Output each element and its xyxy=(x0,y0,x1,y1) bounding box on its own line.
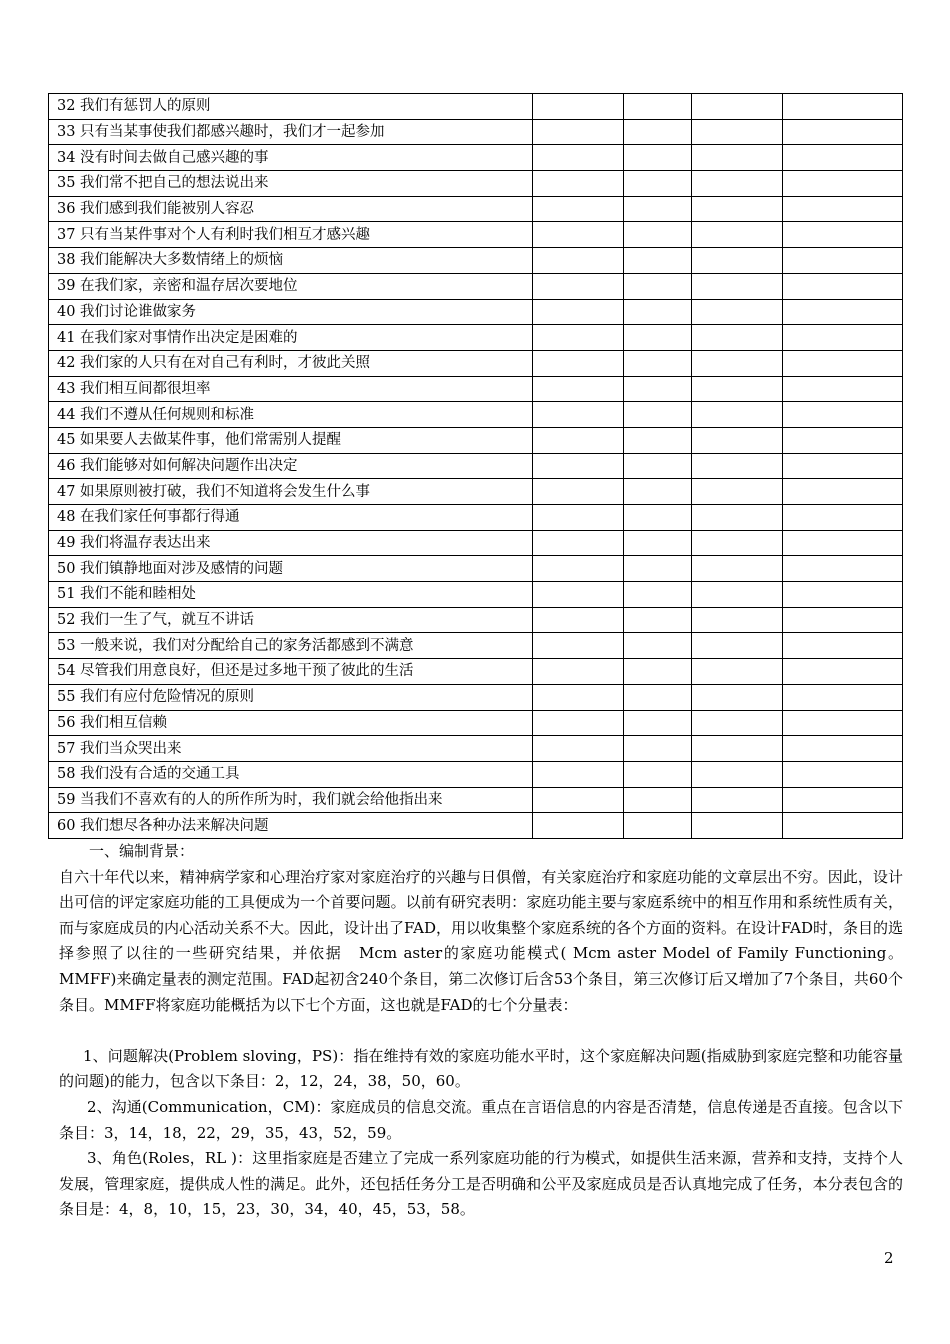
response-cell[interactable] xyxy=(624,607,692,633)
response-cell[interactable] xyxy=(783,119,903,145)
response-cell[interactable] xyxy=(783,633,903,659)
response-cell[interactable] xyxy=(533,787,624,813)
page-number: 2 xyxy=(884,1249,894,1267)
response-cell[interactable] xyxy=(624,813,692,839)
table-row xyxy=(49,376,903,402)
question-text: 56 我们相互信赖 xyxy=(49,710,533,736)
table-row xyxy=(49,556,903,582)
response-cell[interactable] xyxy=(692,196,783,222)
response-cell[interactable] xyxy=(692,402,783,428)
response-cell[interactable] xyxy=(783,325,903,351)
response-cell[interactable] xyxy=(783,684,903,710)
response-cell[interactable] xyxy=(533,453,624,479)
response-cell[interactable] xyxy=(533,736,624,762)
response-cell[interactable] xyxy=(783,427,903,453)
response-cell[interactable] xyxy=(533,761,624,787)
response-cell[interactable] xyxy=(624,325,692,351)
response-cell[interactable] xyxy=(783,582,903,608)
response-cell[interactable] xyxy=(533,582,624,608)
response-cell[interactable] xyxy=(783,479,903,505)
response-cell[interactable] xyxy=(692,787,783,813)
section-heading: 一、编制背景： xyxy=(89,842,195,860)
response-cell[interactable] xyxy=(533,325,624,351)
response-cell[interactable] xyxy=(624,453,692,479)
response-cell[interactable] xyxy=(624,659,692,685)
response-cell[interactable] xyxy=(783,350,903,376)
table-row xyxy=(49,633,903,659)
table-row xyxy=(49,222,903,248)
response-cell[interactable] xyxy=(624,171,692,197)
response-cell[interactable] xyxy=(692,633,783,659)
question-text: 49 我们将温存表达出来 xyxy=(49,530,533,556)
table-row xyxy=(49,505,903,531)
response-cell[interactable] xyxy=(783,710,903,736)
response-cell[interactable] xyxy=(692,761,783,787)
question-text: 53 一般来说，我们对分配给自己的家务活都感到不满意 xyxy=(49,633,533,659)
response-cell[interactable] xyxy=(692,94,783,120)
response-cell[interactable] xyxy=(783,94,903,120)
response-cell[interactable] xyxy=(692,453,783,479)
response-cell[interactable] xyxy=(783,787,903,813)
question-text: 35 我们常不把自己的想法说出来 xyxy=(49,171,533,197)
response-cell[interactable] xyxy=(783,145,903,171)
response-cell[interactable] xyxy=(783,248,903,274)
response-cell[interactable] xyxy=(692,736,783,762)
response-cell[interactable] xyxy=(533,607,624,633)
response-cell[interactable] xyxy=(783,299,903,325)
question-text: 50 我们镇静地面对涉及感情的问题 xyxy=(49,556,533,582)
table-row xyxy=(49,248,903,274)
response-cell[interactable] xyxy=(533,299,624,325)
response-cell[interactable] xyxy=(624,710,692,736)
response-cell[interactable] xyxy=(533,402,624,428)
questionnaire-table xyxy=(48,93,903,839)
response-cell[interactable] xyxy=(624,299,692,325)
question-text: 42 我们家的人只有在对自己有利时，才彼此关照 xyxy=(49,350,533,376)
response-cell[interactable] xyxy=(692,350,783,376)
question-text: 54 尽管我们用意良好，但还是过多地干预了彼此的生活 xyxy=(49,659,533,685)
table-row xyxy=(49,273,903,299)
response-cell[interactable] xyxy=(533,530,624,556)
table-row xyxy=(49,710,903,736)
question-text: 58 我们没有合适的交通工具 xyxy=(49,761,533,787)
body-text xyxy=(59,839,903,1223)
response-cell[interactable] xyxy=(624,479,692,505)
response-cell[interactable] xyxy=(783,453,903,479)
response-cell[interactable] xyxy=(624,248,692,274)
response-cell[interactable] xyxy=(624,427,692,453)
question-text: 45 如果要人去做某件事，他们常需别人提醒 xyxy=(49,427,533,453)
table-row xyxy=(49,479,903,505)
response-cell[interactable] xyxy=(692,376,783,402)
response-cell[interactable] xyxy=(783,505,903,531)
response-cell[interactable] xyxy=(533,119,624,145)
question-text: 34 没有时间去做自己感兴趣的事 xyxy=(49,145,533,171)
table-row xyxy=(49,94,903,120)
response-cell[interactable] xyxy=(692,248,783,274)
response-cell[interactable] xyxy=(692,684,783,710)
response-cell[interactable] xyxy=(624,196,692,222)
response-cell[interactable] xyxy=(624,633,692,659)
response-cell[interactable] xyxy=(624,350,692,376)
table-row xyxy=(49,684,903,710)
response-cell[interactable] xyxy=(783,813,903,839)
response-cell[interactable] xyxy=(692,171,783,197)
response-cell[interactable] xyxy=(624,530,692,556)
response-cell[interactable] xyxy=(533,196,624,222)
response-cell[interactable] xyxy=(533,376,624,402)
response-cell[interactable] xyxy=(783,222,903,248)
question-text: 37 只有当某件事对个人有利时我们相互才感兴趣 xyxy=(49,222,533,248)
table-row xyxy=(49,299,903,325)
response-cell[interactable] xyxy=(533,684,624,710)
problem-solving-paragraph: 1、问题解决(Problem sloving，PS)：指在维持有效的家庭功能水平时，这个家庭解决问题(指威胁到家庭完整和功能容量的问题)的能力，包含以下条目：2，12，24，38，50，60。 xyxy=(59,1046,903,1091)
roles-paragraph: 3、角色(Roles，RL )：这里指家庭是否建立了完成一系列家庭功能的行为模式，如提供生活来源，营养和支持，支持个人发展，管理家庭，提供成人性的满足。此外，还包括任务分工是否明确和公平及家庭成员是否认真地完成了任务，本分表包含的条目是：4，8，10，15，23，30，34，40，45，53，58。 xyxy=(59,1149,903,1219)
response-cell[interactable] xyxy=(533,633,624,659)
response-cell[interactable] xyxy=(624,761,692,787)
response-cell[interactable] xyxy=(533,556,624,582)
response-cell[interactable] xyxy=(692,710,783,736)
table-row xyxy=(49,761,903,787)
response-cell[interactable] xyxy=(692,479,783,505)
question-text: 55 我们有应付危险情况的原则 xyxy=(49,684,533,710)
response-cell[interactable] xyxy=(692,582,783,608)
intro-paragraph: 自六十年代以来，精神病学家和心理治疗家对家庭治疗的兴趣与日俱僧，有关家庭治疗和家庭功能的文章层出不穷。因此，设计出可信的评定家庭功能的工具便成为一个首要问题。以前有研究表明：家庭功能主要与家庭系统中的相互作用和系统性质有关，而与家庭成员的内心活动关系不大。因此，设计出了FAD，用以收集整个家庭系统的各个方面的资料。在设计FAD时，条目的选择参照了以往的一些研究结果，并依据 Mcm aster的家庭功能模式( Mcm aster Model of Family Functioning。MMFF)来确定量表的测定范围。FAD起初含240个条目，第二次修订后含53个条目，第三次修订后又增加了7个条目，共60个条目。MMFF将家庭功能概括为以下七个方面，这也就是FAD的七个分量表： xyxy=(59,867,903,1014)
question-text: 40 我们讨论谁做家务 xyxy=(49,299,533,325)
response-cell[interactable] xyxy=(533,94,624,120)
response-cell[interactable] xyxy=(692,222,783,248)
table-row xyxy=(49,196,903,222)
paragraph-gap xyxy=(59,1018,903,1044)
response-cell[interactable] xyxy=(533,248,624,274)
table-row xyxy=(49,530,903,556)
response-cell[interactable] xyxy=(692,427,783,453)
response-cell[interactable] xyxy=(692,273,783,299)
response-cell[interactable] xyxy=(692,505,783,531)
response-cell[interactable] xyxy=(783,736,903,762)
communication-paragraph: 2、沟通(Communication，CM)：家庭成员的信息交流。重点在言语信息的内容是否清楚，信息传递是否直接。包含以下条目：3，14，18，22，29，35，43，52，59。 xyxy=(59,1097,903,1142)
table-row xyxy=(49,736,903,762)
question-text: 46 我们能够对如何解决问题作出决定 xyxy=(49,453,533,479)
questionnaire-rows xyxy=(49,94,903,839)
response-cell[interactable] xyxy=(624,505,692,531)
response-cell[interactable] xyxy=(783,761,903,787)
table-row xyxy=(49,582,903,608)
response-cell[interactable] xyxy=(783,607,903,633)
response-cell[interactable] xyxy=(783,556,903,582)
question-text: 38 我们能解决大多数情绪上的烦恼 xyxy=(49,248,533,274)
response-cell[interactable] xyxy=(692,556,783,582)
table-row xyxy=(49,787,903,813)
question-text: 39 在我们家，亲密和温存居次要地位 xyxy=(49,273,533,299)
response-cell[interactable] xyxy=(624,222,692,248)
question-text: 33 只有当某事使我们都感兴趣时，我们才一起参加 xyxy=(49,119,533,145)
question-text: 51 我们不能和睦相处 xyxy=(49,582,533,608)
response-cell[interactable] xyxy=(624,787,692,813)
response-cell[interactable] xyxy=(692,813,783,839)
response-cell[interactable] xyxy=(783,376,903,402)
response-cell[interactable] xyxy=(533,427,624,453)
question-text: 60 我们想尽各种办法来解决问题 xyxy=(49,813,533,839)
response-cell[interactable] xyxy=(692,530,783,556)
response-cell[interactable] xyxy=(533,350,624,376)
response-cell[interactable] xyxy=(783,196,903,222)
question-text: 43 我们相互间都很坦率 xyxy=(49,376,533,402)
response-cell[interactable] xyxy=(533,813,624,839)
question-text: 41 在我们家对事情作出决定是困难的 xyxy=(49,325,533,351)
table-row xyxy=(49,171,903,197)
response-cell[interactable] xyxy=(624,145,692,171)
question-text: 48 在我们家任何事都行得通 xyxy=(49,505,533,531)
response-cell[interactable] xyxy=(624,402,692,428)
response-cell[interactable] xyxy=(624,119,692,145)
response-cell[interactable] xyxy=(624,376,692,402)
response-cell[interactable] xyxy=(624,684,692,710)
response-cell[interactable] xyxy=(533,171,624,197)
response-cell[interactable] xyxy=(533,659,624,685)
response-cell[interactable] xyxy=(624,94,692,120)
question-text: 59 当我们不喜欢有的人的所作所为时，我们就会给他指出来 xyxy=(49,787,533,813)
response-cell[interactable] xyxy=(692,325,783,351)
response-cell[interactable] xyxy=(533,479,624,505)
table-row xyxy=(49,350,903,376)
response-cell[interactable] xyxy=(533,505,624,531)
question-text: 47 如果原则被打破，我们不知道将会发生什么事 xyxy=(49,479,533,505)
response-cell[interactable] xyxy=(692,607,783,633)
response-cell[interactable] xyxy=(624,736,692,762)
response-cell[interactable] xyxy=(783,659,903,685)
question-text: 52 我们一生了气，就互不讲话 xyxy=(49,607,533,633)
response-cell[interactable] xyxy=(783,273,903,299)
table-row xyxy=(49,145,903,171)
table-row xyxy=(49,402,903,428)
response-cell[interactable] xyxy=(624,556,692,582)
response-cell[interactable] xyxy=(692,299,783,325)
response-cell[interactable] xyxy=(533,273,624,299)
response-cell[interactable] xyxy=(783,171,903,197)
table-row xyxy=(49,325,903,351)
response-cell[interactable] xyxy=(783,530,903,556)
question-text: 44 我们不遵从任何规则和标准 xyxy=(49,402,533,428)
question-text: 36 我们感到我们能被别人容忍 xyxy=(49,196,533,222)
response-cell[interactable] xyxy=(692,145,783,171)
table-row xyxy=(49,607,903,633)
response-cell[interactable] xyxy=(692,659,783,685)
response-cell[interactable] xyxy=(624,273,692,299)
response-cell[interactable] xyxy=(692,119,783,145)
response-cell[interactable] xyxy=(533,710,624,736)
response-cell[interactable] xyxy=(624,582,692,608)
response-cell[interactable] xyxy=(533,145,624,171)
table-row xyxy=(49,427,903,453)
question-text: 32 我们有惩罚人的原则 xyxy=(49,94,533,120)
response-cell[interactable] xyxy=(533,222,624,248)
question-text: 57 我们当众哭出来 xyxy=(49,736,533,762)
table-row xyxy=(49,119,903,145)
table-row xyxy=(49,659,903,685)
table-row xyxy=(49,453,903,479)
response-cell[interactable] xyxy=(783,402,903,428)
table-row xyxy=(49,813,903,839)
